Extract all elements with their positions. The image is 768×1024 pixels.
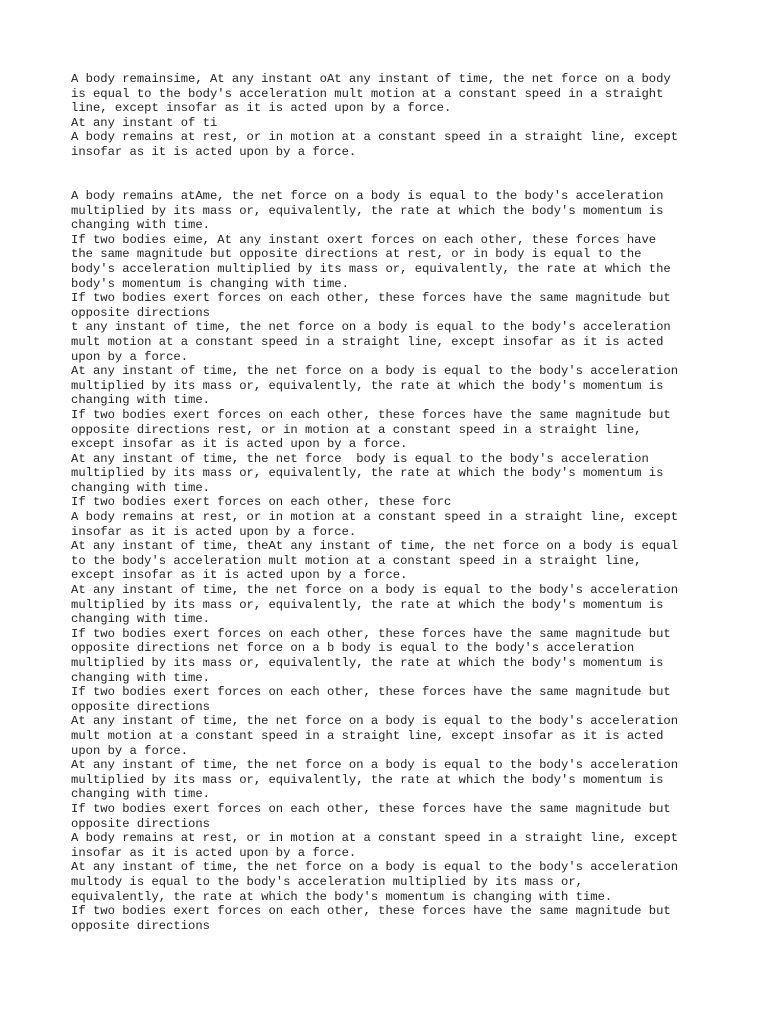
text-line: equivalently, the rate at which the body's momentum is changing with time. <box>71 889 613 904</box>
text-line: body's acceleration multiplied by its mass or, equivalently, the rate at which the <box>71 261 671 276</box>
text-line: If two bodies exert forces on each other, these forces have the same magnitude but <box>71 626 671 641</box>
text-line: A body remains atAme, the net force on a body is equal to the body's acceleration <box>71 189 664 203</box>
text-line: mult motion at a constant speed in a straight line, except insofar as it is acted <box>71 728 664 743</box>
text-line: opposite directions <box>71 918 210 933</box>
text-line: multiplied by its mass or, equivalently, the rate at which the body's momentum is <box>71 466 664 481</box>
text-line: multiplied by its mass or, equivalently, the rate at which the body's momentum is <box>71 656 664 670</box>
text-line: At any instant of time, the net force on a body is equal to the body's acceleration <box>71 860 679 875</box>
text-line: If two bodies exert forces on each other, these forces have the same magnitude but <box>71 291 671 306</box>
text-line: body's momentum is changing with time. <box>71 276 349 291</box>
text-line: insofar as it is acted upon by a force. <box>71 144 357 159</box>
text-line: opposite directions <box>71 699 210 714</box>
text-line: If two bodies eime, At any instant oxert forces on each other, these forces have <box>71 232 657 247</box>
text-line: A body remains at rest, or in motion at a constant speed in a straight line, except <box>71 510 679 525</box>
text-line: opposite directions <box>71 305 210 320</box>
text-line: opposite directions rest, or in motion at a constant speed in a straight line, <box>71 422 642 437</box>
text-line: changing with time. <box>71 218 210 233</box>
text-line: changing with time. <box>71 612 210 627</box>
text-line: is equal to the body's acceleration mult motion at a constant speed in a straight <box>71 86 664 101</box>
text-line: multiplied by its mass or, equivalently, the rate at which the body's momentum is <box>71 203 664 218</box>
text-line: opposite directions <box>71 816 210 831</box>
text-line: multiplied by its mass or, equivalently, the rate at which the body's momentum is <box>71 772 664 787</box>
text-line: upon by a force. <box>71 743 189 758</box>
text-line: If two bodies exert forces on each other, these forces have the same magnitude but <box>71 685 671 700</box>
text-line: At any instant of time, the net force on a body is equal to the body's acceleration <box>71 758 679 773</box>
text-line: except insofar as it is acted upon by a force. <box>71 437 408 452</box>
text-line: t any instant of time, the net force on a body is equal to the body's acceleration <box>71 320 671 335</box>
text-line: At any instant of time, theAt any instant of time, the net force on a body is equal <box>71 539 679 554</box>
text-line: except insofar as it is acted upon by a force. <box>71 568 408 583</box>
text-line: line, except insofar as it is acted upon by a force. <box>71 101 452 116</box>
text-line: opposite directions net force on a b body is equal to the body's acceleration <box>71 641 635 656</box>
text-line: changing with time. <box>71 787 210 802</box>
text-block-2 <box>71 189 761 933</box>
text-line: mult motion at a constant speed in a straight line, except insofar as it is acted <box>71 334 664 349</box>
text-line: At any instant of time, the net force body is equal to the body's acceleration <box>71 451 649 466</box>
text-line: multiplied by its mass or, equivalently, the rate at which the body's momentum is <box>71 378 664 393</box>
text-line: At any instant of time, the net force on a body is equal to the body's acceleration <box>71 364 679 379</box>
text-line: multody is equal to the body's acceleration multiplied by its mass or, <box>71 874 583 889</box>
text-line: insofar as it is acted upon by a force. <box>71 524 357 539</box>
text-line: insofar as it is acted upon by a force. <box>71 845 357 860</box>
text-line: At any instant of time, the net force on a body is equal to the body's acceleration <box>71 583 679 598</box>
text-line: changing with time. <box>71 670 210 685</box>
text-block-1 <box>71 72 761 160</box>
text-line: to the body's acceleration mult motion at a constant speed in a straight line, <box>71 553 642 568</box>
text-line: At any instant of time, the net force on a body is equal to the body's acceleration <box>71 714 679 729</box>
text-line: multiplied by its mass or, equivalently, the rate at which the body's momentum is <box>71 597 664 612</box>
text-line: upon by a force. <box>71 349 189 364</box>
text-line: If two bodies exert forces on each other, these forces have the same magnitude but <box>71 904 671 919</box>
text-line: changing with time. <box>71 480 210 495</box>
text-line: At any instant of ti <box>71 115 218 130</box>
text-line: A body remains at rest, or in motion at a constant speed in a straight line, except <box>71 831 679 846</box>
text-line: the same magnitude but opposite directions at rest, or in body is equal to the <box>71 247 642 262</box>
text-line: If two bodies exert forces on each other, these forc <box>71 495 452 510</box>
text-line: A body remains at rest, or in motion at a constant speed in a straight line, except <box>71 130 679 145</box>
text-line: A body remainsime, At any instant oAt any instant of time, the net force on a body <box>71 72 671 86</box>
text-line: changing with time. <box>71 393 210 408</box>
text-line: If two bodies exert forces on each other, these forces have the same magnitude but <box>71 801 671 816</box>
text-line: If two bodies exert forces on each other, these forces have the same magnitude but <box>71 407 671 422</box>
